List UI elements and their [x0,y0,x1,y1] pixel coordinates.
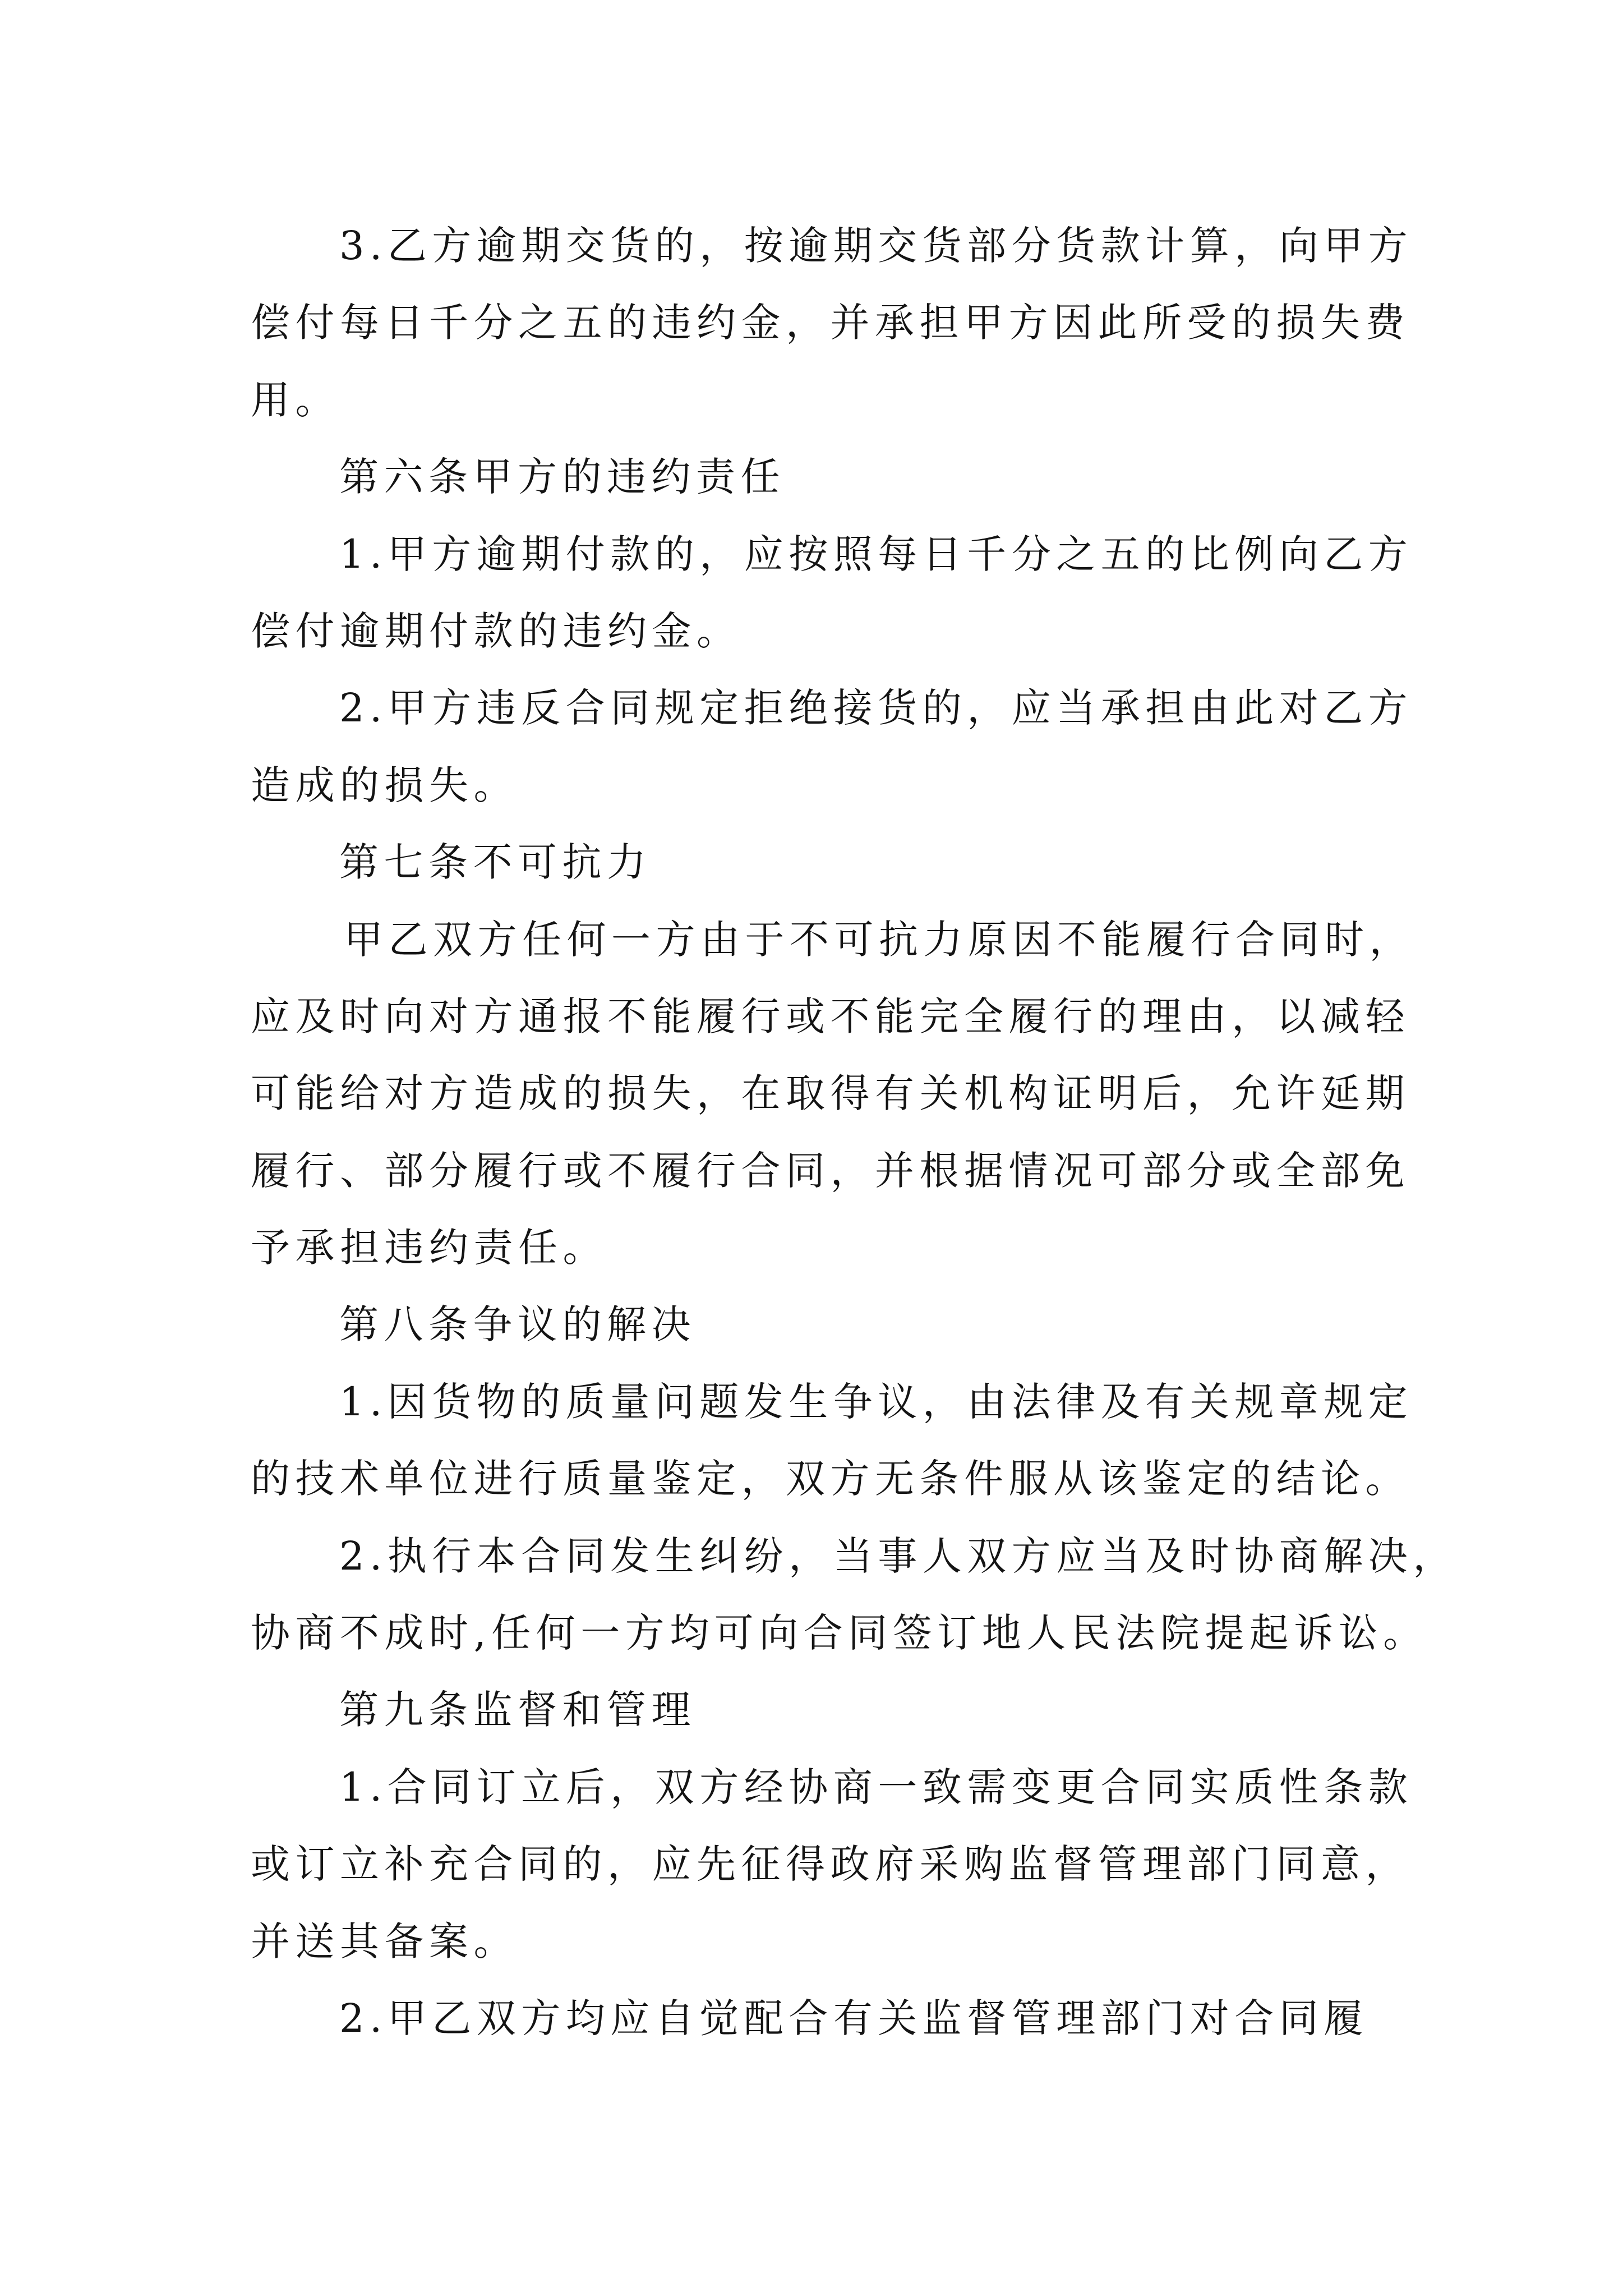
paragraph [251,516,1484,670]
section-heading [251,439,1484,516]
paragraph [251,670,1484,824]
text-line: 3.乙方逾期交货的，按逾期交货部分货款计算，向甲方 [339,223,1413,269]
text-line: 2.执行本合同发生纠纷，当事人双方应当及时协商解决， [339,1533,1458,1579]
text-line: 造成的损失。 [251,762,518,808]
document-body [251,208,1484,2057]
text-line: 1.甲方逾期付款的，应按照每日千分之五的比例向乙方 [339,531,1413,577]
heading-line: 第八条争议的解决 [339,1301,696,1348]
text-line: 应及时向对方通报不能履行或不能完全履行的理由，以减轻 [251,993,1410,1039]
text-line: 2.甲方违反合同规定拒绝接货的，应当承担由此对乙方 [339,685,1413,731]
text-line: 履行、部分履行或不履行合同，并根据情况可部分或全部免 [251,1147,1410,1194]
section-heading [251,824,1484,901]
paragraph [251,1364,1484,1518]
paragraph [251,1749,1484,1980]
heading-line: 第九条监督和管理 [339,1687,696,1733]
text-line: 偿付逾期付款的违约金。 [251,608,741,654]
text-line: 1.因货物的质量问题发生争议，由法律及有关规章规定 [339,1378,1413,1425]
text-line: 甲乙双方任何一方由于不可抗力原因不能履行合同时， [344,916,1414,963]
text-line: 并送其备案。 [251,1918,518,1964]
paragraph [251,1980,1484,2057]
text-line: 2.甲乙双方均应自觉配合有关监督管理部门对合同履 [339,1995,1368,2041]
text-line: 1.合同订立后，双方经协商一致需变更合同实质性条款 [339,1764,1413,1810]
heading-line: 第七条不可抗力 [339,839,652,886]
text-line: 协商不成时,任何一方均可向合同签订地人民法院提起诉讼。 [251,1610,1428,1657]
paragraph [251,1518,1484,1672]
section-heading [251,1286,1484,1363]
text-line: 用。 [251,376,340,423]
text-line: 可能给对方造成的损失，在取得有关机构证明后，允许延期 [251,1070,1410,1117]
text-line: 偿付每日千分之五的违约金，并承担甲方因此所受的损失费 [251,300,1410,346]
paragraph [251,901,1484,1287]
section-heading [251,1672,1484,1749]
text-line: 的技术单位进行质量鉴定，双方无条件服从该鉴定的结论。 [251,1456,1410,1502]
heading-line: 第六条甲方的违约责任 [339,454,785,500]
text-line: 或订立补充合同的，应先征得政府采购监督管理部门同意， [251,1841,1410,1888]
paragraph [251,208,1484,439]
text-line: 予承担违约责任。 [251,1225,607,1271]
